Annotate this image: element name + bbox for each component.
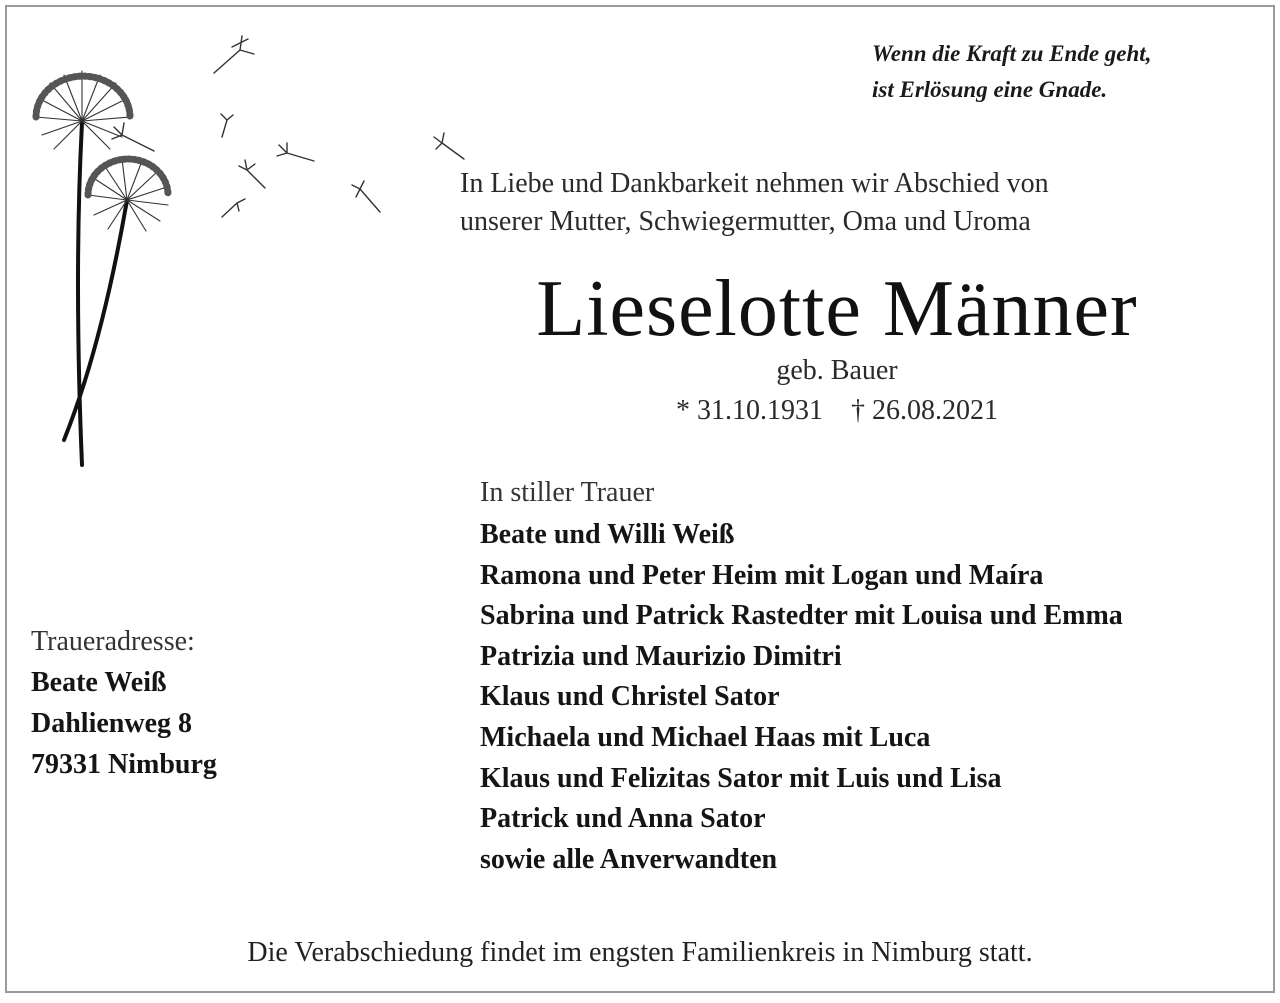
address-city: 79331 Nimburg	[31, 749, 217, 780]
address-street: Dahlienweg 8	[31, 708, 192, 739]
intro-text	[460, 165, 1220, 241]
obituary-notice	[5, 5, 1275, 993]
mourning-address	[31, 622, 431, 785]
list-item: Klaus und Christel Sator	[480, 681, 780, 713]
list-item: Patrick und Anna Sator	[480, 803, 766, 835]
intro-line: unserer Mutter, Schwiegermutter, Oma und Uroma	[460, 206, 1031, 237]
mourner-list	[480, 515, 1260, 880]
mourners-intro: In stiller Trauer	[480, 477, 655, 508]
quote-line: Wenn die Kraft zu Ende geht,	[872, 41, 1152, 66]
list-item: Klaus und Felizitas Sator mit Luis und Lisa	[480, 762, 1002, 794]
death-date: † 26.08.2021	[851, 395, 998, 426]
intro-line: In Liebe und Dankbarkeit nehmen wir Abschied von	[460, 168, 1049, 199]
dandelion-icon	[22, 25, 467, 475]
list-item: Patrizia und Maurizio Dimitri	[480, 640, 842, 672]
address-label: Traueradresse:	[31, 626, 195, 657]
list-item: Michaela und Michael Haas mit Luca	[480, 721, 931, 753]
footer-note: Die Verabschiedung findet im engsten Familienkreis in Nimburg statt.	[247, 937, 1033, 968]
list-item: Ramona und Peter Heim mit Logan und Maíra	[480, 559, 1044, 591]
list-item: Beate und Willi Weiß	[480, 519, 735, 550]
quote	[872, 36, 1262, 108]
maiden-name: geb. Bauer	[776, 355, 898, 386]
quote-line: ist Erlösung eine Gnade.	[872, 77, 1108, 102]
birth-date: * 31.10.1931	[676, 395, 823, 426]
list-item: sowie alle Anverwandten	[480, 843, 778, 875]
address-name: Beate Weiß	[31, 667, 167, 698]
deceased-name: Lieselotte Männer	[536, 265, 1138, 353]
list-item: Sabrina und Patrick Rastedter mit Louisa und Emma	[480, 600, 1123, 632]
life-dates	[407, 392, 1267, 430]
mourners-section	[480, 473, 1260, 880]
